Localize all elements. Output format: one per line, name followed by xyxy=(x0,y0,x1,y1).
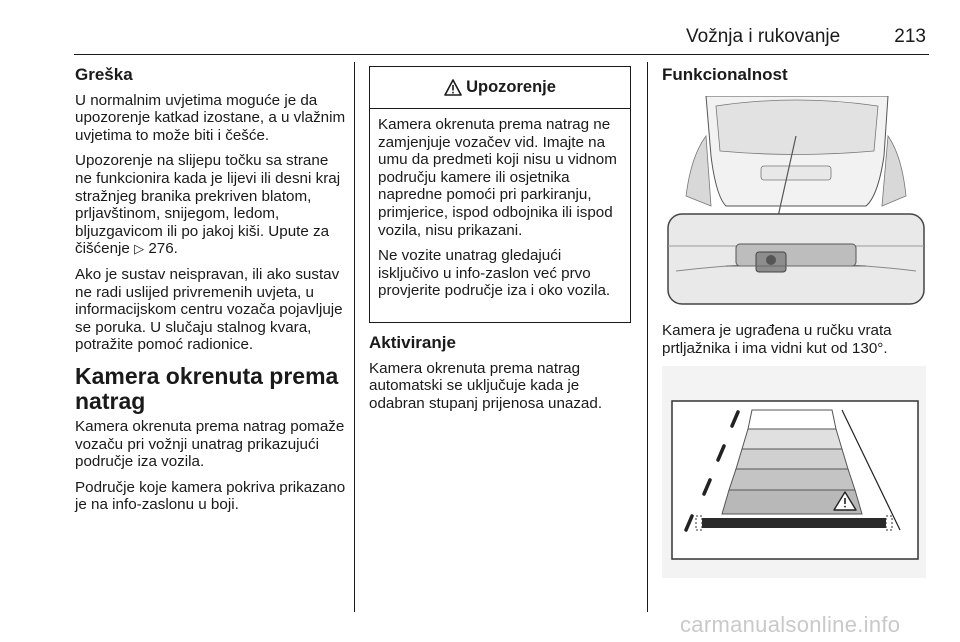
column-divider-2 xyxy=(647,62,648,612)
watermark: carmanualsonline.info xyxy=(680,612,901,637)
section-heading-funkcionalnost: Funkcionalnost xyxy=(662,65,788,84)
column-middle xyxy=(369,334,631,420)
warning-box xyxy=(369,66,631,323)
paragraph: Kamera okrenuta prema natrag pomaže vozaču pri vožnji unatrag prikazujući područje iza vozila. xyxy=(75,417,345,471)
section-heading-greska: Greška xyxy=(75,65,133,84)
warning-body xyxy=(370,109,630,300)
page-header xyxy=(680,26,930,52)
paragraph: Ako je sustav neispravan, ili ako sustav ne radi uslijed privremenih uvjeta, u informacijskom centru vozača pojavljuje se poruka. U slučaju stalnog kvara, potražite pomoć radionice. xyxy=(75,265,343,354)
column-right-caption xyxy=(662,322,932,365)
warning-triangle-icon xyxy=(444,79,462,96)
paragraph-cleaning: Upozorenje na slijepu točku sa strane ne funkcionira kada je lijevi ili desni kraj stražnjeg branika prekriven blatom, prljavštinom, snijegom, ledom, bljuzgavicom ili po jakoj kiši. Upute za čišćenje ▷ 276. xyxy=(75,152,341,258)
column-right-heading xyxy=(662,66,932,92)
column-divider-1 xyxy=(354,62,355,612)
page-reference-link[interactable]: 276. xyxy=(148,240,178,258)
figure-caption: Kamera je ugrađena u ručku vrata prtljažnika i ima vidni kut od 130°. xyxy=(662,322,892,357)
paragraph: U normalnim uvjetima moguće je da upozorenje katkad izostane, a u vlažnim uvjetima to može biti i češće. xyxy=(75,91,346,144)
header-rule xyxy=(74,54,929,55)
column-left xyxy=(75,66,347,522)
warning-title: Upozorenje xyxy=(466,78,556,96)
paragraph: Kamera okrenuta prema natrag automatski se uključuje kada je odabran stupanj prijenosa unazad. xyxy=(369,359,603,412)
warning-paragraph: Ne vozite unatrag gledajući isključivo u info-zaslon već prvo provjerite područje iza i oko vozila. xyxy=(378,247,611,300)
rear-camera-display-illustration xyxy=(662,366,926,578)
page-number: 213 xyxy=(894,26,926,47)
section-title-camera: Kamera okrenuta prema natrag xyxy=(75,362,339,414)
warning-header xyxy=(370,67,630,109)
section-heading-aktiviranje: Aktiviranje xyxy=(369,333,456,352)
chapter-title: Vožnja i rukovanje xyxy=(686,26,841,47)
tailgate-camera-illustration xyxy=(666,96,926,306)
reference-arrow-icon: ▷ xyxy=(134,241,145,257)
paragraph: Područje koje kamera pokriva prikazano je na info-zaslonu u boji. xyxy=(75,478,346,514)
warning-paragraph: Kamera okrenuta prema natrag ne zamjenjuje vozačev vid. Imajte na umu da predmeti koji nisu u vidnom području kamere ili osjetnika napredne pomoći pri parkiranju, primjerice, ispod odbojnika ili ispod vozila, nisu prikazani. xyxy=(378,116,617,239)
